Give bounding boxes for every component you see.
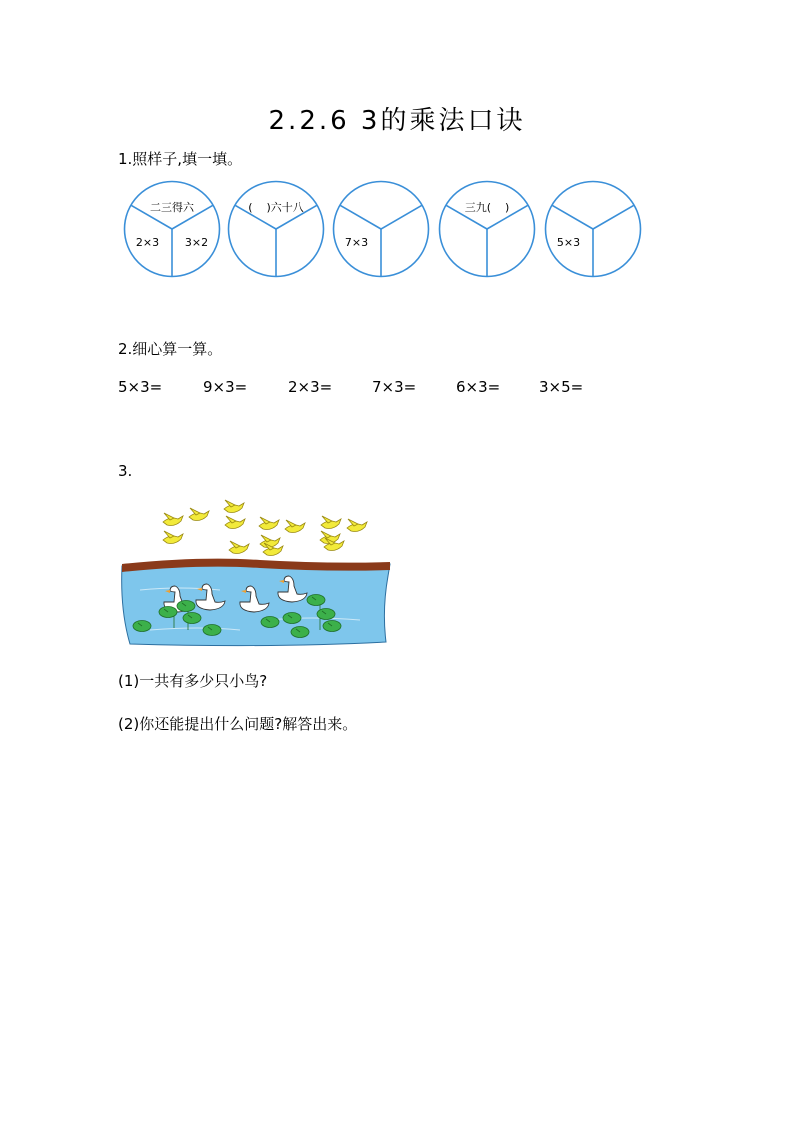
pond-illustration <box>120 490 394 650</box>
question-3-sub-2: (2)你还能提出什么问题?解答出来。 <box>118 715 358 733</box>
circle-5-outline <box>544 180 642 278</box>
question-1-label: 1.照样子,填一填。 <box>118 150 243 168</box>
calc-item: 7×3= <box>372 378 417 396</box>
circle-4-top: 三九( ) <box>464 201 510 214</box>
question-3-sub-1: (1)一共有多少只小鸟? <box>118 672 268 690</box>
question-3-label: 3. <box>118 462 133 480</box>
circle-5-bottom-left: 5×3 <box>556 236 581 249</box>
circle-1 <box>123 180 221 278</box>
calc-item: 5×3= <box>118 378 163 396</box>
birds <box>163 500 367 556</box>
circle-1-bottom-left: 2×3 <box>135 236 160 249</box>
circle-1-outline <box>123 180 221 278</box>
circle-3 <box>332 180 430 278</box>
calc-item: 9×3= <box>203 378 248 396</box>
circle-2 <box>227 180 325 278</box>
circle-3-outline <box>332 180 430 278</box>
circle-2-outline <box>227 180 325 278</box>
page-title: 2.2.6 3的乘法口诀 <box>268 106 526 136</box>
circle-2-top: ( )六十八 <box>248 201 304 214</box>
circle-1-bottom-right: 3×2 <box>184 236 209 249</box>
calc-item: 6×3= <box>456 378 501 396</box>
circle-4-outline <box>438 180 536 278</box>
multiplication-circles <box>123 180 643 280</box>
circle-1-top: 二三得六 <box>150 201 194 214</box>
question-2-label: 2.细心算一算。 <box>118 340 223 358</box>
pond-scene-svg <box>120 490 394 650</box>
calc-item: 2×3= <box>288 378 333 396</box>
calc-item: 3×5= <box>539 378 584 396</box>
circle-3-bottom-left: 7×3 <box>344 236 369 249</box>
circle-4 <box>438 180 536 278</box>
circle-5 <box>544 180 642 278</box>
